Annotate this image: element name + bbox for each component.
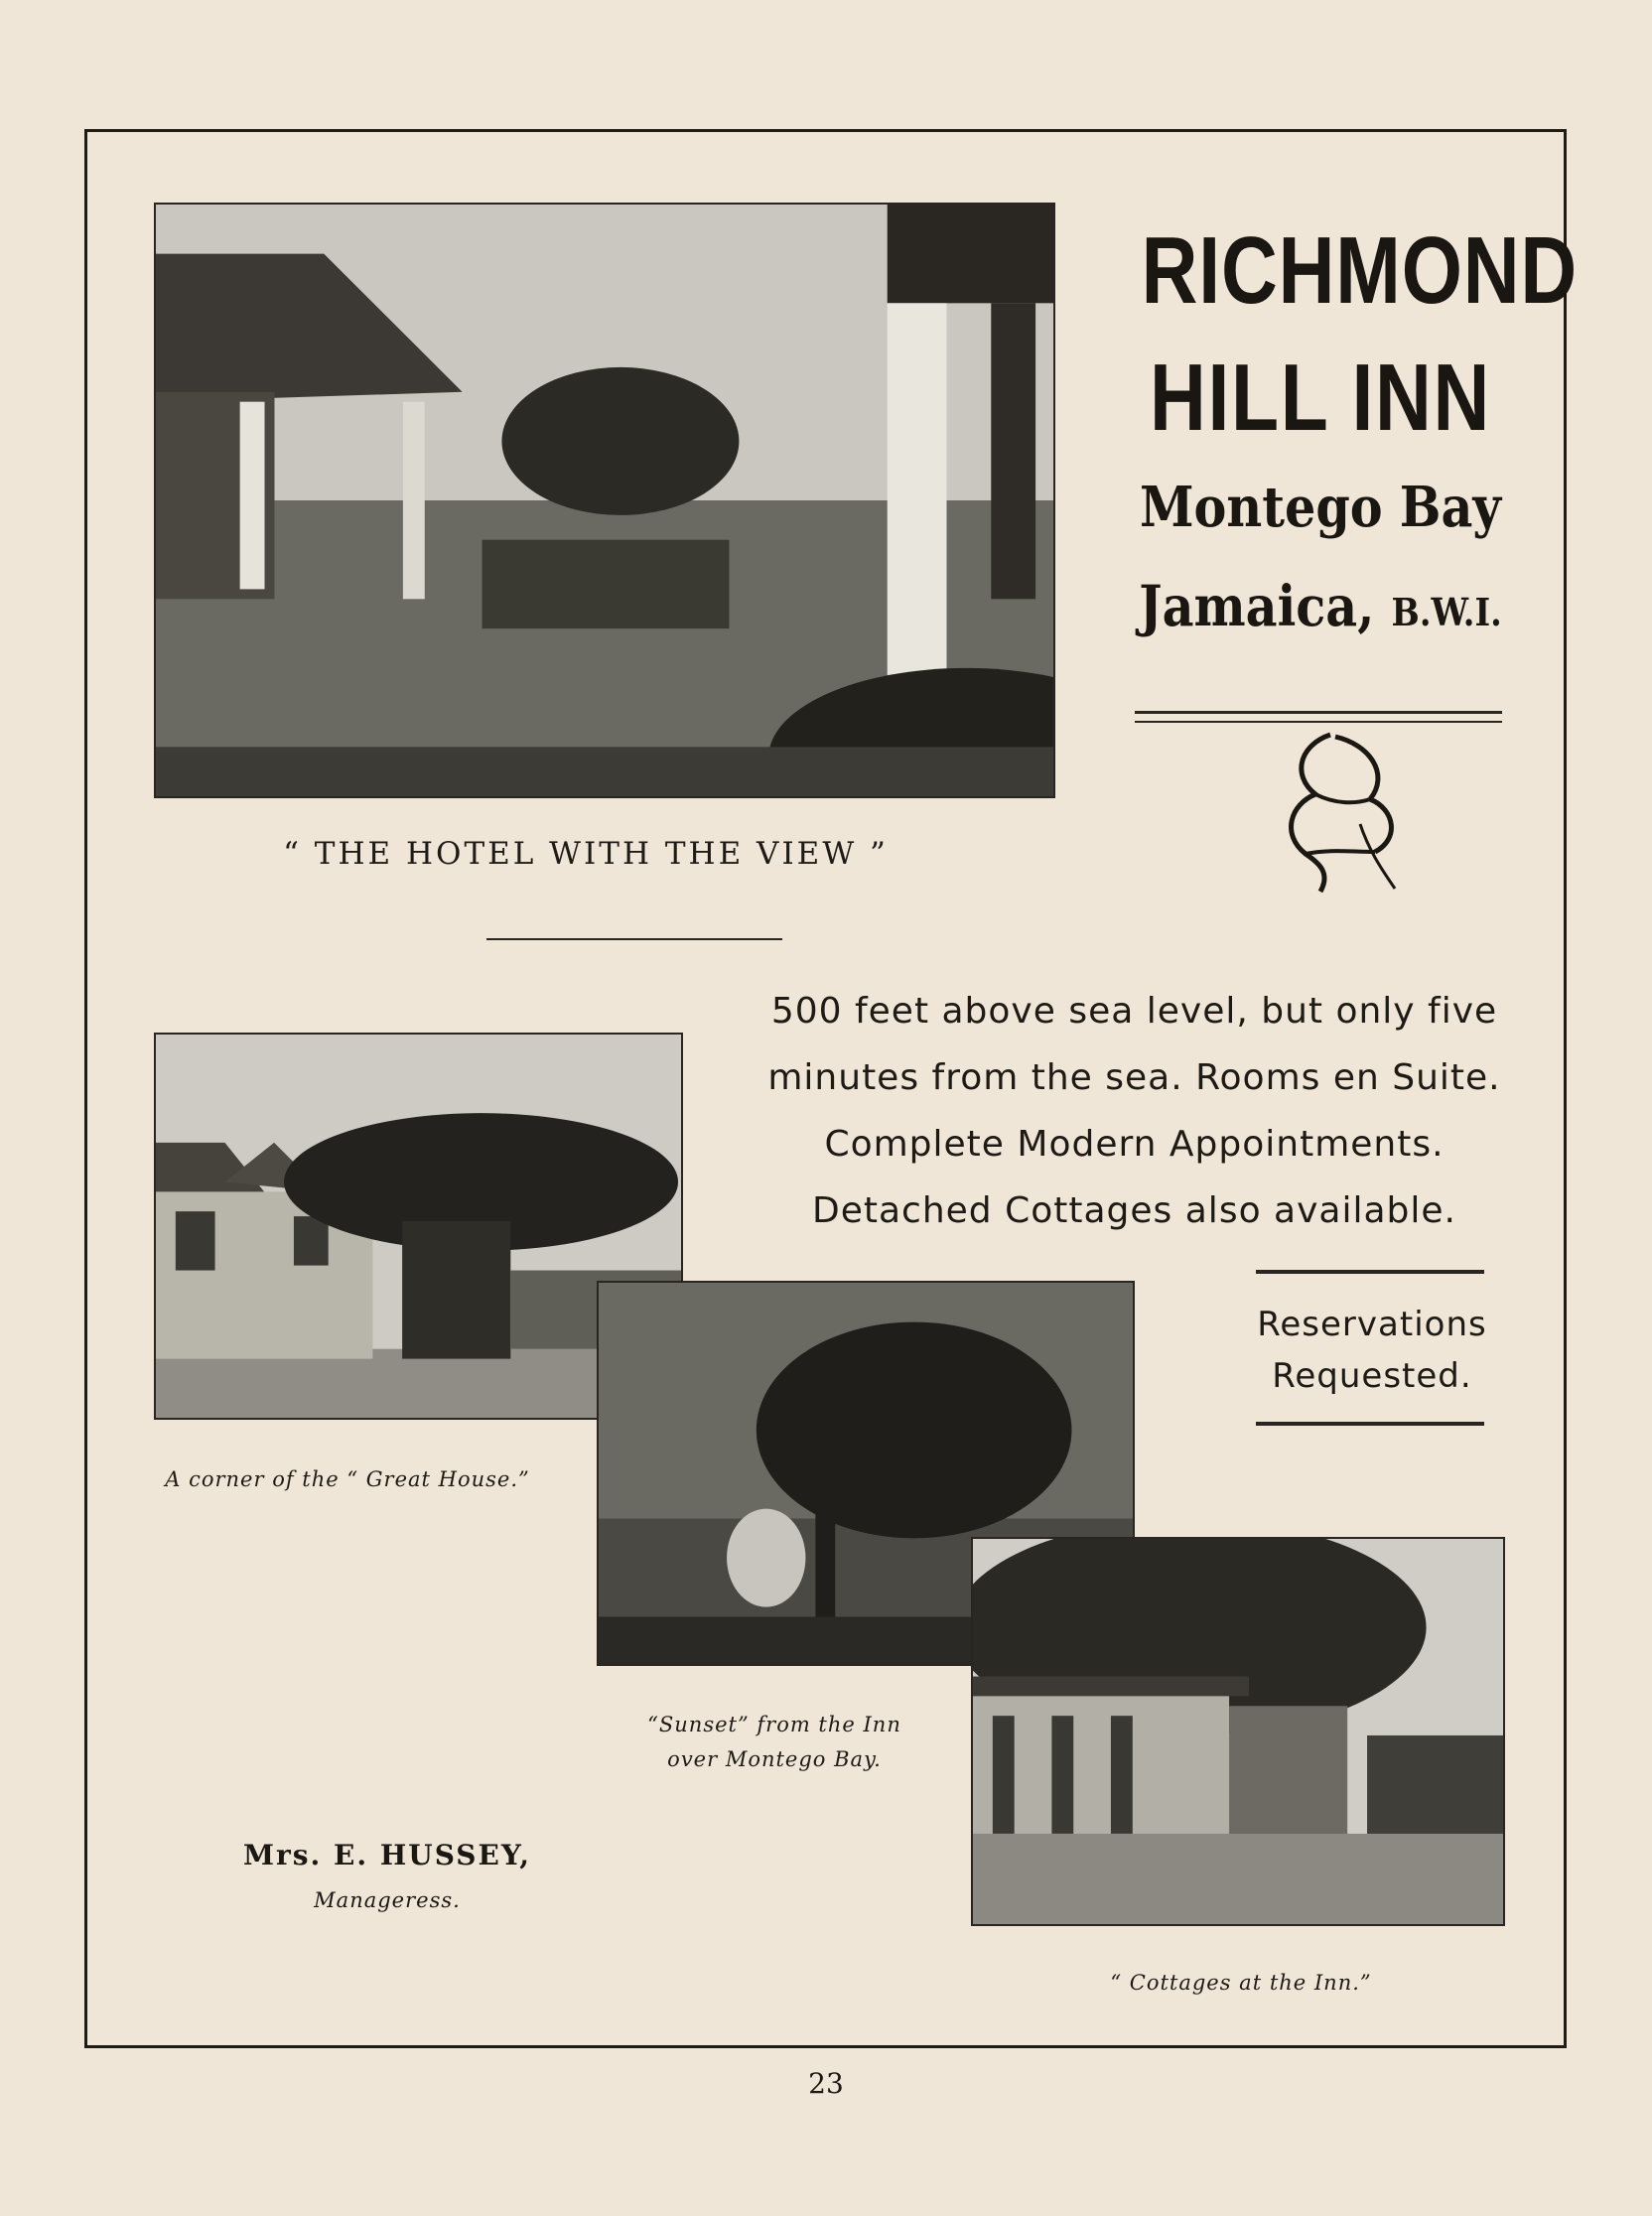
description-line: minutes from the sea. Rooms en Suite. (767, 1057, 1501, 1098)
title-rule-top (1135, 711, 1502, 714)
reservations-rule-top (1256, 1270, 1484, 1274)
hotel-tagline: “ THE HOTEL WITH THE VIEW ” (283, 836, 889, 872)
location-line2 (1120, 574, 1522, 639)
hotel-veranda-photo (154, 203, 1055, 798)
page-number: 23 (808, 2067, 844, 2100)
reservations-line1: Reservations (1257, 1305, 1487, 1344)
manager-name: Mrs. E. HUSSEY, (242, 1839, 531, 1871)
cottages-caption: “ Cottages at the Inn.” (1110, 1971, 1372, 1995)
reservations-note (1253, 1299, 1491, 1402)
location-country: Jamaica, (1139, 574, 1375, 639)
hotel-description (755, 978, 1514, 1244)
reservations-line2: Requested. (1272, 1356, 1472, 1396)
description-line: Detached Cottages also available. (812, 1190, 1456, 1231)
leaf-ornament-icon (1261, 725, 1410, 894)
location-suffix: B.W.I. (1391, 590, 1502, 634)
reservations-rule-bottom (1256, 1422, 1484, 1426)
tagline-rule (486, 938, 782, 940)
description-line: Complete Modern Appointments. (824, 1124, 1445, 1165)
inn-name-line1: RICHMOND (1141, 217, 1579, 324)
description-line: 500 feet above sea level, but only five (770, 991, 1498, 1032)
sunset-caption-line2: over Montego Bay. (667, 1747, 882, 1771)
sunset-caption-line1: “Sunset” from the Inn (647, 1713, 901, 1736)
title-rule-bottom (1135, 721, 1502, 723)
great-house-caption: A corner of the “ Great House.” (165, 1467, 530, 1491)
cottages-photo (971, 1537, 1505, 1926)
manager-role: Manageress. (314, 1888, 461, 1912)
inn-name-line2: HILL INN (1149, 345, 1492, 451)
location-line1: Montego Bay (1139, 475, 1502, 540)
